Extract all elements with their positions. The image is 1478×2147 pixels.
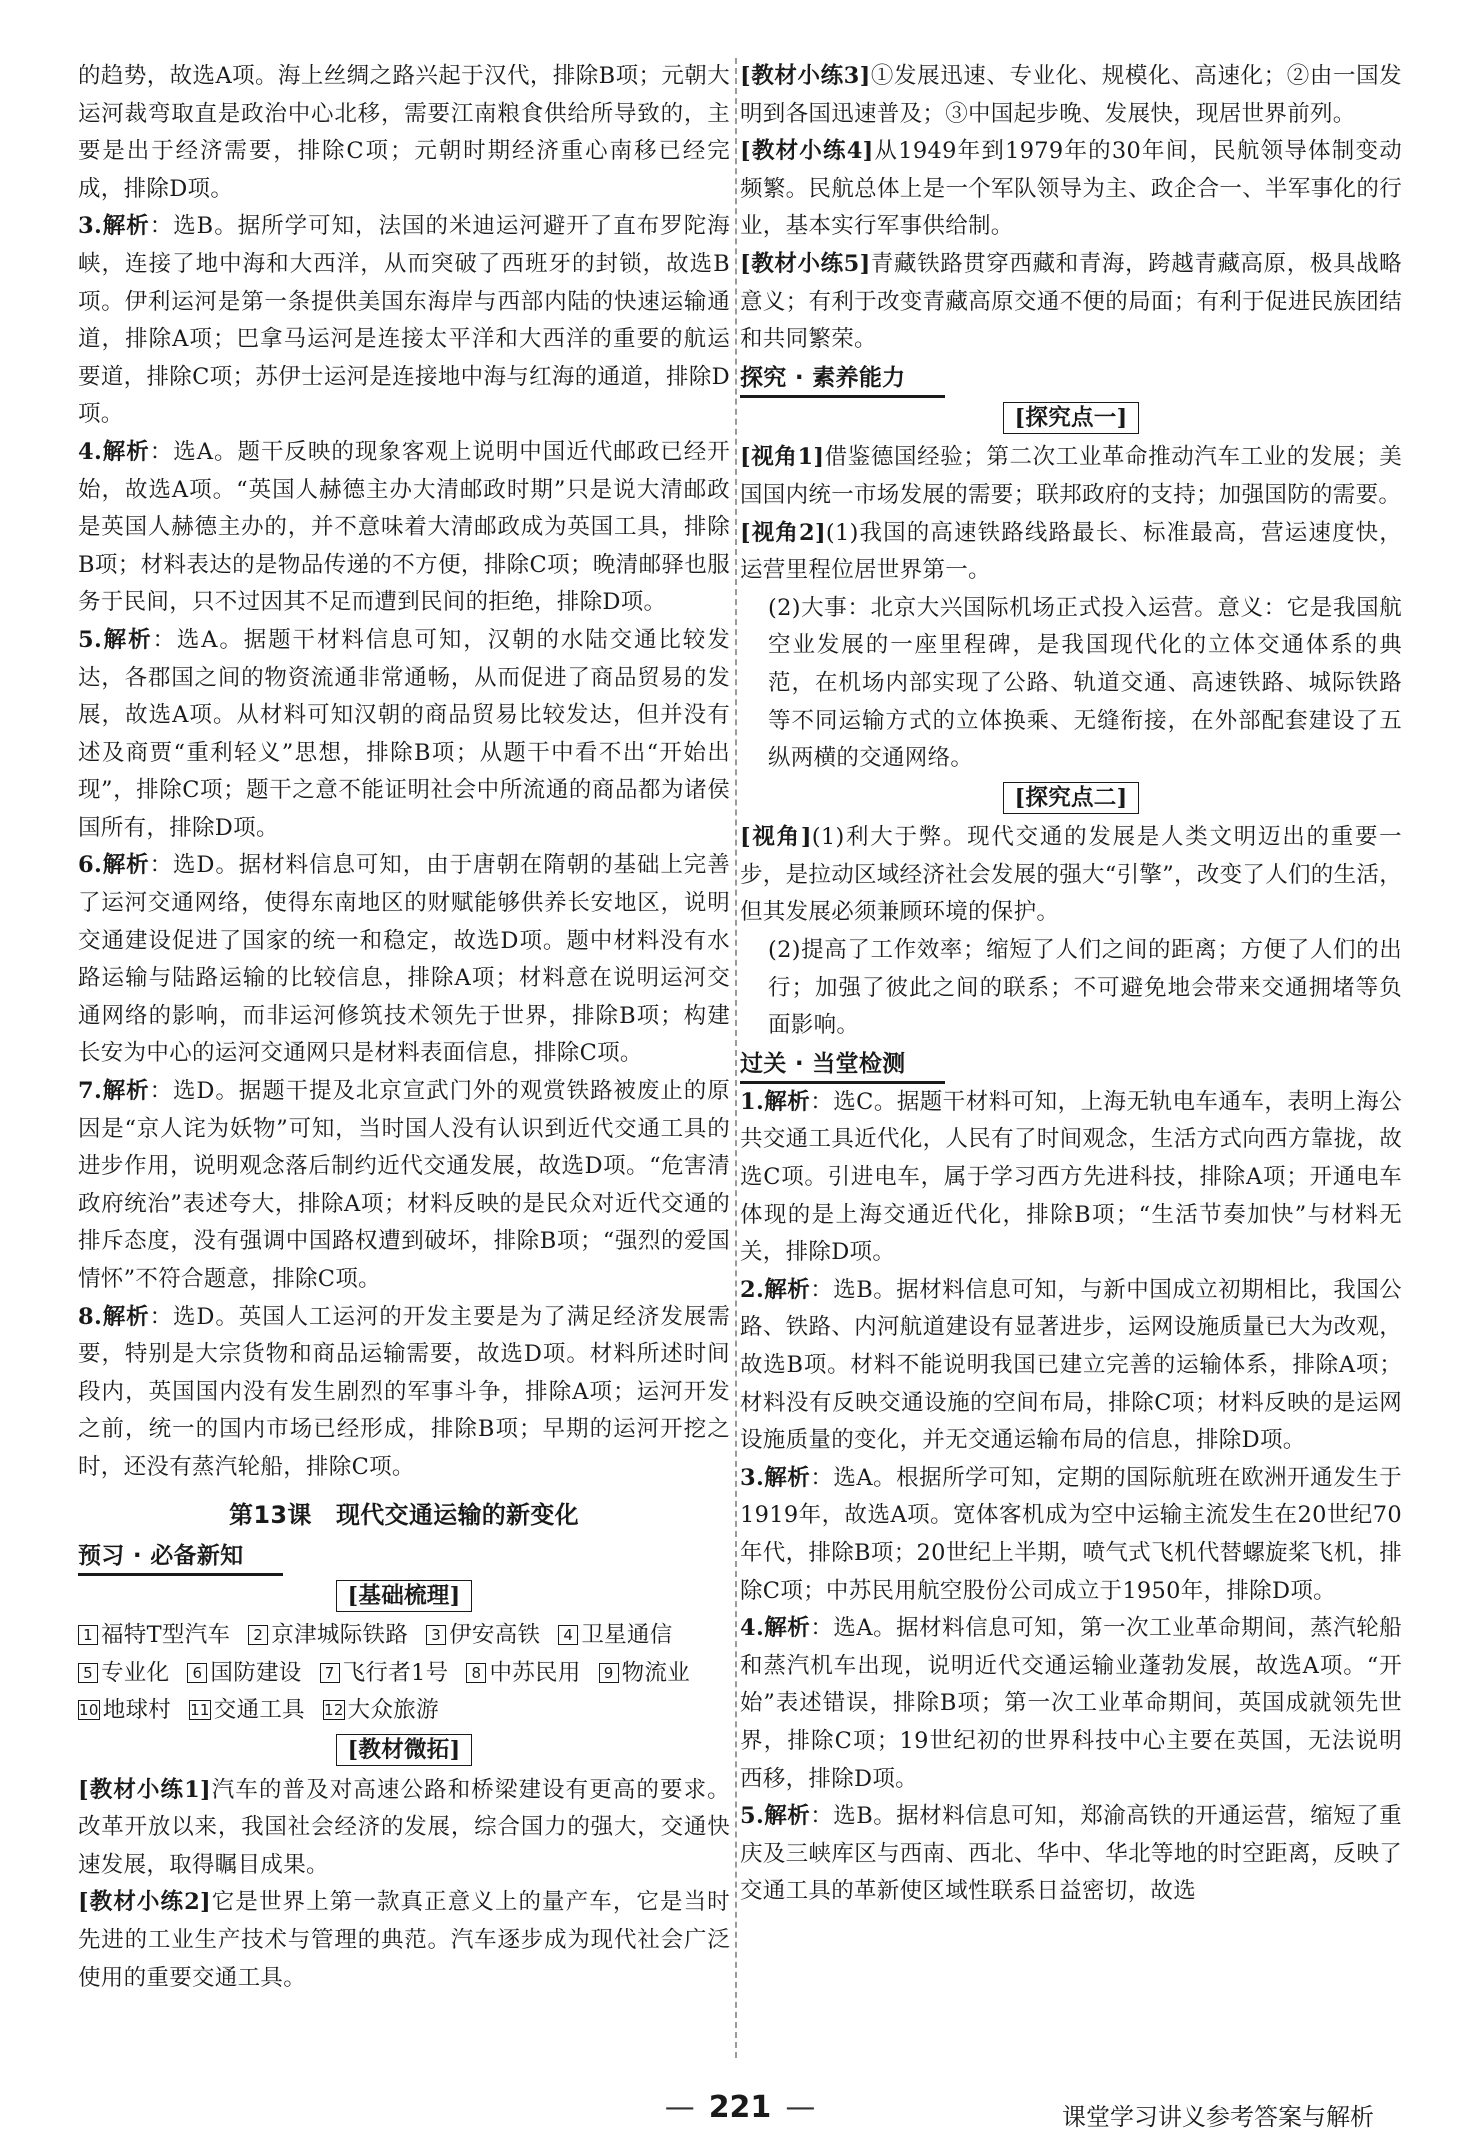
answer-number: 4.: [78, 438, 103, 465]
term-item: [187, 1655, 301, 1693]
exercise-3: [740, 58, 1402, 133]
exercise-tag: [教材小练1]: [78, 1776, 211, 1803]
term-item: [320, 1655, 449, 1693]
answer-8: [78, 1299, 730, 1487]
term-number: 11: [190, 1701, 210, 1720]
term-text: 卫星通信: [581, 1622, 673, 1649]
term-item: [78, 1617, 230, 1655]
perspective-1: [740, 439, 1402, 514]
exercise-tag: [教材小练5]: [740, 250, 871, 277]
left-column: [78, 58, 730, 1997]
exercise-4: [740, 133, 1402, 246]
answer-label: 解析: [102, 1078, 150, 1105]
section-title: 预习 · 必备新知: [78, 1539, 283, 1576]
box-title-explore-2: [探究点二]: [740, 780, 1402, 818]
answer-text: ：选B。据材料信息可知，与新中国成立初期相比，我国公路、铁路、内河航道建设有显著进步，运网设施质量已大为改观，故选B项。材料不能说明我国已建立完善的运输体系，排除A项；材料没有反映交通设施的空间布局，排除C项；材料反映的是运网设施质量的变化，并无交通运输布局的信息，排除D项。: [740, 1276, 1402, 1454]
exercise-text: 从1949年到1979年的30年间，民航领导体制变动频繁。民航总体上是一个军队领导为主、政企合一、半军事化的行业，基本实行军事供给制。: [740, 138, 1402, 240]
exercise-tag: [教材小练3]: [740, 63, 871, 89]
exercise-tag: [教材小练2]: [78, 1889, 211, 1916]
term-number: 12: [323, 1701, 344, 1720]
page-number-value: 221: [708, 2090, 772, 2125]
answer-label: 解析: [764, 1615, 811, 1642]
term-number: 10: [79, 1701, 99, 1720]
answer-5: [78, 622, 730, 848]
answer-number: 3.: [740, 1464, 765, 1491]
exercise-tag: [教材小练4]: [740, 138, 874, 165]
answer-text: ：选B。据所学可知，法国的米迪运河避开了直布罗陀海峡，连接了地中海和大西洋，从而突破了西班牙的封锁，故选B项。伊利运河是第一条提供美国东海岸与西部内陆的快速运输通道，排除A项；巴拿马运河是连接太平洋和大西洋的重要的航运要道，排除C项；苏伊士运河是连接地中海与红海的通道，排除D项。: [78, 213, 730, 428]
term-item: [78, 1655, 169, 1693]
answer-number: 5.: [740, 1803, 765, 1830]
term-number: 2: [248, 1625, 268, 1645]
answer-text: ：选D。据材料信息可知，由于唐朝在隋朝的基础上完善了运河交通网络，使得东南地区的财赋能够供养长安地区，说明交通建设促进了国家的统一和稳定，故选D项。题中材料没有水路运输与陆路运输的比较信息，排除A项；材料意在说明运河交通网络的影响，而非运河修筑技术领先于世界，排除B项；构建长安为中心的运河交通网只是材料表面信息，排除C项。: [78, 852, 730, 1067]
check-answer-4: [740, 1610, 1402, 1798]
section-header-check: [740, 1045, 1402, 1084]
perspective-2-part-2: (2)大事：北京大兴国际机场正式投入运营。意义：它是我国航空业发展的一座里程碑，是我国现代化的立体交通体系的典范，在机场内部实现了公路、轨道交通、高速铁路、城际铁路等不同运输方式的立体换乘、无缝衔接，在外部配套建设了五纵两横的交通网络。: [768, 594, 1402, 772]
answer-number: 7.: [78, 1078, 103, 1105]
term-text: 大众旅游: [347, 1697, 439, 1724]
term-item: [248, 1617, 408, 1655]
term-text: 交通工具: [213, 1697, 305, 1724]
term-list: [78, 1617, 730, 1730]
answer-label: 解析: [102, 626, 153, 653]
term-number: 3: [426, 1625, 446, 1645]
perspective-text: (1)利大于弊。现代交通的发展是人类文明迈出的重要一步，是拉动区域经济社会发展的强大“引擎”，改变了人们的生活，但其发展必须兼顾环境的保护。: [740, 824, 1403, 926]
check-answer-1: [740, 1084, 1402, 1272]
term-item: [323, 1692, 439, 1730]
right-column: [740, 58, 1402, 1911]
answer-text: ：选C。据题干材料可知，上海无轨电车通车，表明上海公共交通工具近代化，人民有了时间观念，生活方式向西方靠拢，故选C项。引进电车，属于学习西方先进科技，排除A项；开通电车体现的是上海交通近代化，排除B项；“生活节奏加快”与材料无关，排除D项。: [740, 1088, 1402, 1266]
perspective-text: 借鉴德国经验；第二次工业革命推动汽车工业的发展；美国国内统一市场发展的需要；联邦政府的支持；加强国防的需要。: [740, 444, 1402, 508]
answer-text: ：选A。根据所学可知，定期的国际航班在欧洲开通发生于1919年，故选A项。宽体客机成为空中运输主流发生在20世纪70年代，排除B项；20世纪上半期，喷气式飞机代替螺旋桨飞机，排除C项；中苏民用航空股份公司成立于1950年，排除D项。: [740, 1464, 1402, 1604]
term-text: 地球村: [102, 1697, 172, 1724]
lesson-title: 第13课 现代交通运输的新变化: [229, 1500, 579, 1529]
term-text: 物流业: [621, 1659, 691, 1686]
answer-label: 解析: [102, 852, 150, 879]
answer-6: [78, 847, 730, 1073]
check-answer-2: [740, 1272, 1402, 1460]
section-title: 过关 · 当堂检测: [740, 1047, 945, 1084]
term-item: [78, 1692, 171, 1730]
answer-number: 4.: [740, 1615, 765, 1642]
answer-7: [78, 1073, 730, 1299]
answer-label: 解析: [102, 438, 150, 465]
term-text: 京津城际铁路: [271, 1622, 409, 1649]
answer-number: 6.: [78, 852, 103, 879]
term-number: 1: [78, 1625, 98, 1645]
perspective-3: [740, 819, 1402, 932]
term-text: 福特T型汽车: [101, 1622, 231, 1649]
answer-label: 解析: [764, 1088, 811, 1115]
section-header-explore: [740, 359, 1402, 398]
answer-3: [78, 208, 730, 434]
term-number: 4: [558, 1625, 578, 1645]
answer-4: [78, 434, 730, 622]
exercise-text: 它是世界上第一款真正意义上的量产车，它是当时先进的工业生产技术与管理的典范。汽车逐步成为现代社会广泛使用的重要交通工具。: [78, 1889, 730, 1991]
term-number: 7: [320, 1663, 340, 1683]
box-title-textbook: [教材微拓]: [78, 1732, 730, 1770]
check-answer-3: [740, 1460, 1402, 1610]
answer-number: 1.: [740, 1088, 765, 1115]
exercise-2: [78, 1884, 730, 1997]
term-number: 6: [187, 1663, 207, 1683]
section-header-preview: [78, 1537, 730, 1576]
exercise-5: [740, 246, 1402, 359]
box-title-basics: [基础梳理]: [78, 1578, 730, 1616]
column-divider: [735, 58, 737, 2058]
term-number: 9: [599, 1663, 619, 1683]
section-title: 探究 · 素养能力: [740, 361, 945, 398]
answer-label: 解析: [102, 213, 150, 240]
answer-text: ：选D。据题干提及北京宣武门外的观赏铁路被废止的原因是“京人诧为妖物”可知，当时国人没有认识到近代交通工具的进步作用，说明观念落后制约近代交通发展，故选D项。“危害清政府统治”表述夸大，排除A项；材料反映的是民众对近代交通的排斥态度，没有强调中国路权遭到破坏，排除B项；“强烈的爱国情怀”不符合题意，排除C项。: [78, 1078, 730, 1292]
answer-text: ：选A。题干反映的现象客观上说明中国近代邮政已经开始，故选A项。“英国人赫德主办大清邮政时期”只是说大清邮政是英国人赫德主办的，并不意味着大清邮政成为英国工具，排除B项；材料表达的是物品传递的不方便，排除C项；晚清邮驿也服务于民间，只不过因其不足而遭到民间的拒绝，排除D项。: [78, 438, 731, 616]
term-text: 伊安高铁: [449, 1622, 541, 1649]
term-item: [599, 1655, 690, 1693]
perspective-text: (1)我国的高速铁路线路最长、标准最高，营运速度快，运营里程位居世界第一。: [740, 519, 1402, 584]
check-answer-5: [740, 1798, 1402, 1911]
perspective-tag: [视角]: [740, 824, 812, 851]
exercise-text: 青藏铁路贯穿西藏和青海，跨越青藏高原，极具战略意义；有利于改变青藏高原交通不便的局面；有利于促进民族团结和共同繁荣。: [740, 250, 1402, 353]
footer-caption: 课堂学习讲义参考答案与解析: [1062, 2103, 1374, 2131]
answer-text: ：选B。据材料信息可知，郑渝高铁的开通运营，缩短了重庆及三峡库区与西南、西北、华中、华北等地的时空距离，反映了交通工具的革新使区域性联系日益密切，故选: [740, 1803, 1402, 1905]
answer-text: ：选A。据材料信息可知，第一次工业革命期间，蒸汽轮船和蒸汽机车出现，说明近代交通运输业蓬勃发展，故选A项。“开始”表述错误，排除B项；第一次工业革命期间，英国成就领先世界，排除C项；19世纪初的世界科技中心主要在英国，无法说明西移，排除D项。: [740, 1615, 1402, 1792]
answer-label: 解析: [764, 1464, 811, 1491]
exercise-1: [78, 1772, 730, 1885]
answer-label: 解析: [764, 1276, 811, 1303]
answer-text: ：选D。英国人工运河的开发主要是为了满足经济发展需要，特别是大宗货物和商品运输需要，故选D项。材料所述时间段内，英国国内没有发生剧烈的军事斗争，排除A项；运河开发之前，统一的国内市场已经形成，排除B项；早期的运河开挖之时，还没有蒸汽轮船，排除C项。: [78, 1303, 730, 1480]
answer-label: 解析: [764, 1803, 811, 1830]
answer-text: ：选A。据题干材料信息可知，汉朝的水陆交通比较发达，各郡国之间的物资流通非常通畅，从而促进了商品贸易的发展，故选A项。从材料可知汉朝的商品贸易比较发达，但并没有述及商贾“重利轻义”思想，排除B项；从题干中看不出“开始出现”，排除C项；题干之意不能证明社会中所流通的商品都为诸侯国所有，排除D项。: [78, 626, 730, 841]
term-item: [558, 1617, 672, 1655]
answer-number: 8.: [78, 1303, 103, 1330]
answer-number: 3.: [78, 213, 103, 240]
perspective-3-part-2: (2)提高了工作效率；缩短了人们之间的距离；方便了人们的出行；加强了彼此之间的联系；不可避免地会带来交通拥堵等负面影响。: [768, 937, 1402, 1039]
exercise-text: ①发展迅速、专业化、规模化、高速化；②由一国发明到各国迅速普及；③中国起步晚、发展快，现居世界前列。: [740, 63, 1402, 127]
term-item: [189, 1692, 305, 1730]
perspective-tag: [视角1]: [740, 444, 825, 471]
answer-number: 2.: [740, 1276, 765, 1303]
answer-label: 解析: [102, 1303, 150, 1330]
term-number: 8: [466, 1663, 486, 1683]
exercise-text: 汽车的普及对高速公路和桥梁建设有更高的要求。改革开放以来，我国社会经济的发展，综合国力的强大，交通快速发展，取得瞩目成果。: [78, 1776, 730, 1878]
page-number: — 221 —: [664, 2090, 816, 2125]
perspective-tag: [视角2]: [740, 519, 826, 546]
term-text: 中苏民用: [489, 1659, 581, 1686]
term-text: 专业化: [101, 1659, 170, 1686]
term-text: 国防建设: [210, 1659, 302, 1686]
answer-continuation: 的趋势，故选A项。海上丝绸之路兴起于汉代，排除B项；元朝大运河裁弯取直是政治中心北移，需要江南粮食供给所导致的，主要是出于经济需要，排除C项；元朝时期经济重心南移已经完成，排除D项。: [78, 63, 730, 202]
perspective-2: [740, 515, 1402, 590]
term-item: [426, 1617, 540, 1655]
term-text: 飞行者1号: [342, 1659, 449, 1686]
term-item: [466, 1655, 580, 1693]
answer-number: 5.: [78, 626, 103, 653]
box-title-explore-1: [探究点一]: [740, 400, 1402, 438]
term-number: 5: [78, 1663, 98, 1683]
